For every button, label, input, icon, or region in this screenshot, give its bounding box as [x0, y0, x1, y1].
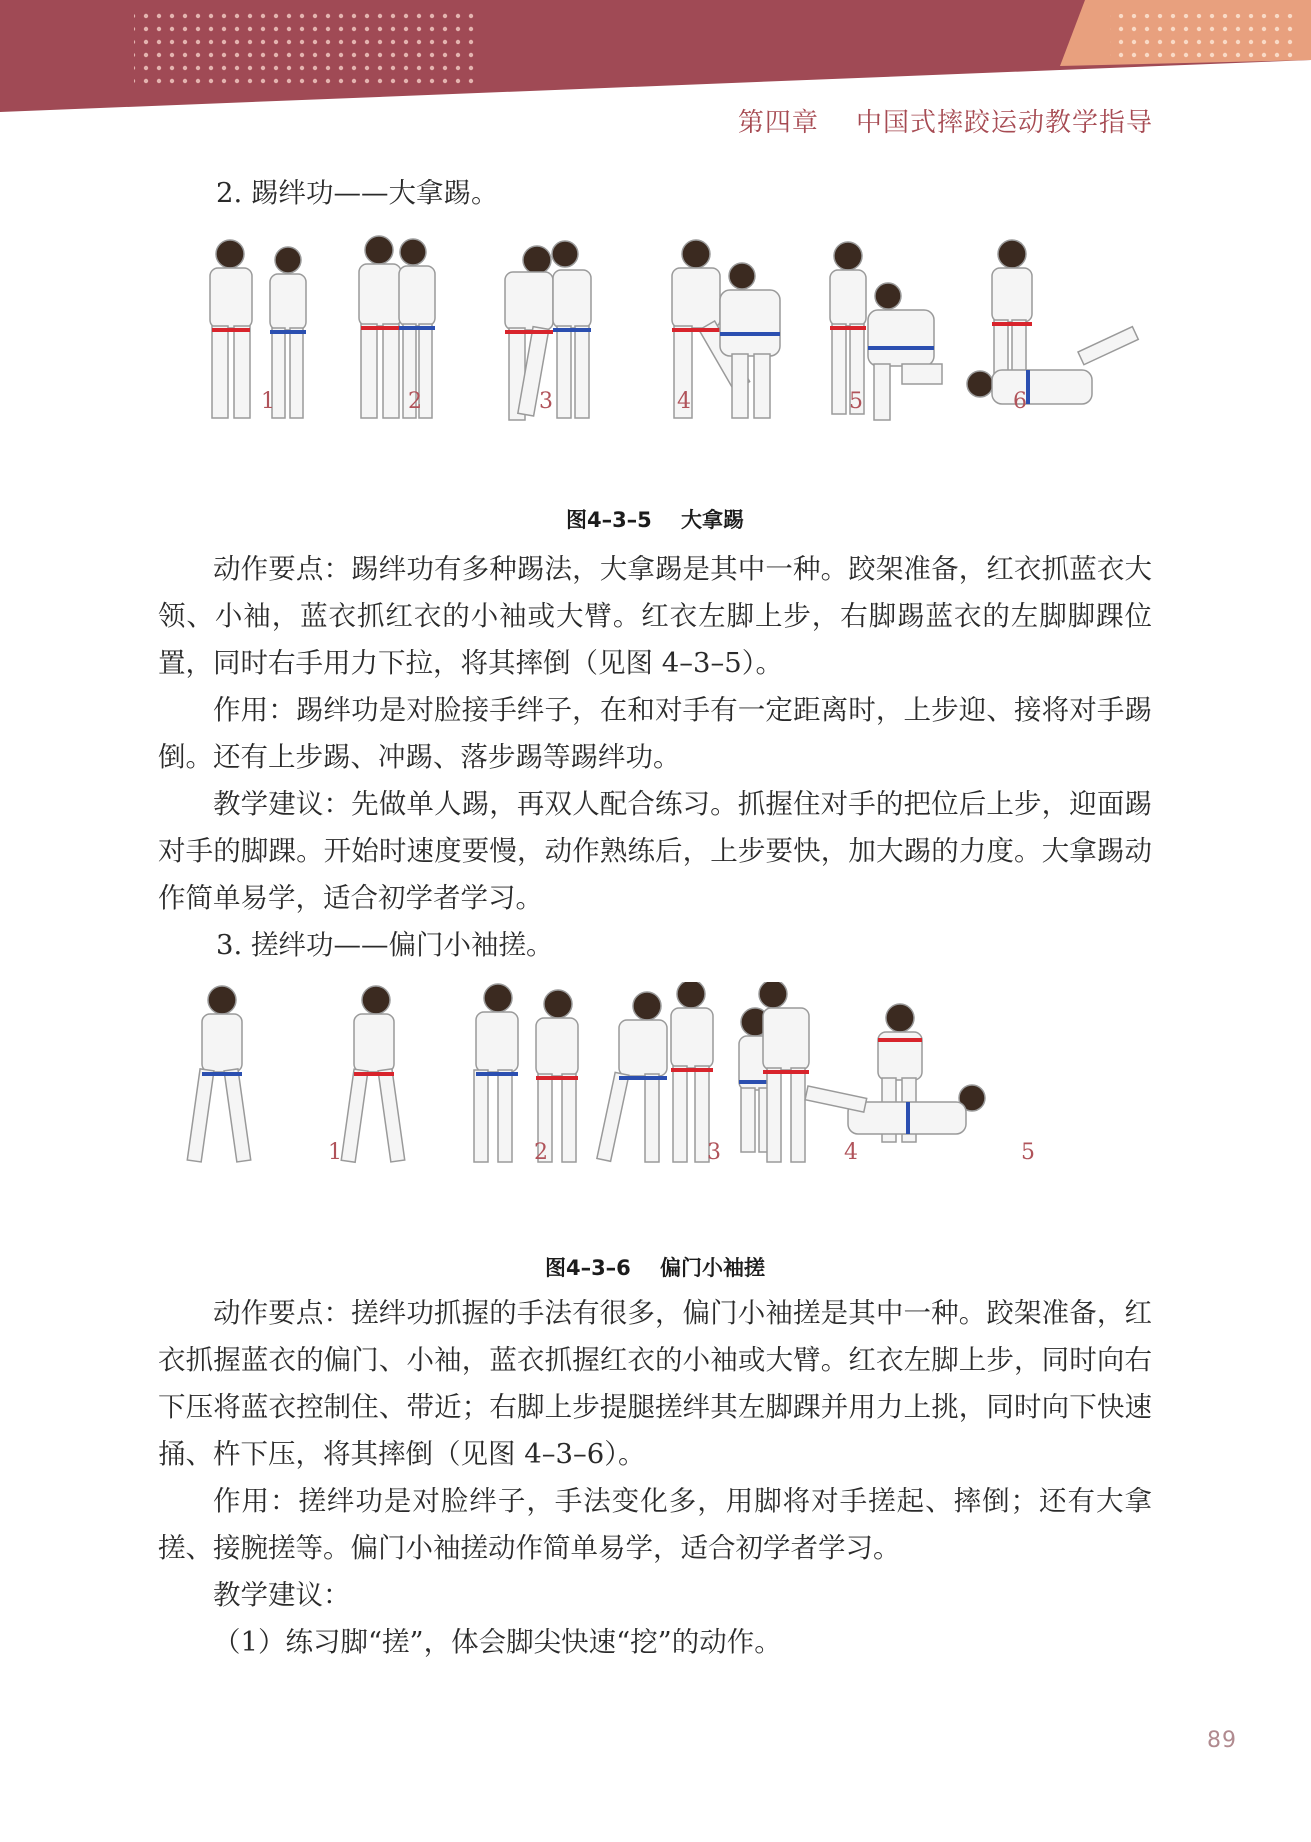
- figure-title: 偏门小袖搓: [660, 1256, 766, 1280]
- paragraph: 动作要点：搓绊功抓握的手法有很多，偏门小袖搓是其中一种。跤架准备，红衣抓握蓝衣的偏门、小袖，蓝衣抓握红衣的小袖或大臂。红衣左脚上步，同时向右下压将蓝衣控制住、带近；右脚上步提腿搓绊其左脚踝并用力上挑，同时向下快速捅、杵下压，将其摔倒（见图 4–3–6）。: [158, 1297, 1152, 1470]
- page-number: 89: [1207, 1728, 1237, 1753]
- figure-label: 图4–3–5: [565, 508, 652, 532]
- figure-step-number: 2: [408, 389, 422, 414]
- figure-step-number: 4: [844, 1140, 858, 1165]
- paragraph: 动作要点：踢绊功有多种踢法，大拿踢是其中一种。跤架准备，红衣抓蓝衣大领、小袖，蓝衣抓红衣的小袖或大臂。红衣左脚上步，右脚踢蓝衣的左脚脚踝位置，同时右手用力下拉，将其摔倒（见图 4–3–5）。: [158, 553, 1152, 679]
- figure-step-number: 1: [261, 389, 275, 414]
- figure-title: 大拿踢: [681, 508, 745, 532]
- paragraph: （1）练习脚“搓”，体会脚尖快速“挖”的动作。: [213, 1626, 782, 1658]
- figure-step-number: 6: [1013, 389, 1027, 414]
- figure-step-number: 5: [849, 389, 863, 414]
- figure-label: 图4–3–6: [544, 1256, 631, 1280]
- header-banner: [0, 0, 1311, 112]
- chapter-title: [738, 102, 1153, 139]
- figure-caption: [158, 1252, 1152, 1282]
- figure-step-number: 5: [1021, 1140, 1035, 1165]
- figure-step-number: 1: [328, 1140, 342, 1165]
- paragraph: 教学建议：先做单人踢，再双人配合练习。抓握住对手的把位后上步，迎面踢对手的脚踝。开始时速度要慢，动作熟练后，上步要快，加大踢的力度。大拿踢动作简单易学，适合初学者学习。: [158, 788, 1152, 914]
- figure-4-3-6: [158, 982, 1152, 1282]
- section-kick-body: [158, 546, 1152, 969]
- figure-step-number: 2: [534, 1140, 548, 1165]
- section-rub-body: [158, 1290, 1152, 1666]
- figure-4-3-5: [158, 234, 1152, 534]
- chapter-number: 第四章: [737, 108, 819, 138]
- figure-step-number: 3: [539, 389, 553, 414]
- section-heading-kick: 2. 踢绊功——大拿踢。: [216, 177, 499, 209]
- figure-step-number: 4: [677, 389, 691, 414]
- paragraph: 教学建议：: [213, 1579, 351, 1611]
- figure-caption: [158, 504, 1152, 534]
- section-heading-rub: 3. 搓绊功——偏门小袖搓。: [216, 929, 554, 961]
- chapter-name: 中国式摔跤运动教学指导: [855, 108, 1153, 138]
- figure-step-number: 3: [707, 1140, 721, 1165]
- paragraph: 作用：踢绊功是对脸接手绊子，在和对手有一定距离时，上步迎、接将对手踢倒。还有上步踢、冲踢、落步踢等踢绊功。: [158, 694, 1152, 773]
- paragraph: 作用：搓绊功是对脸绊子，手法变化多，用脚将对手搓起、摔倒；还有大拿搓、接腕搓等。偏门小袖搓动作简单易学，适合初学者学习。: [158, 1485, 1152, 1564]
